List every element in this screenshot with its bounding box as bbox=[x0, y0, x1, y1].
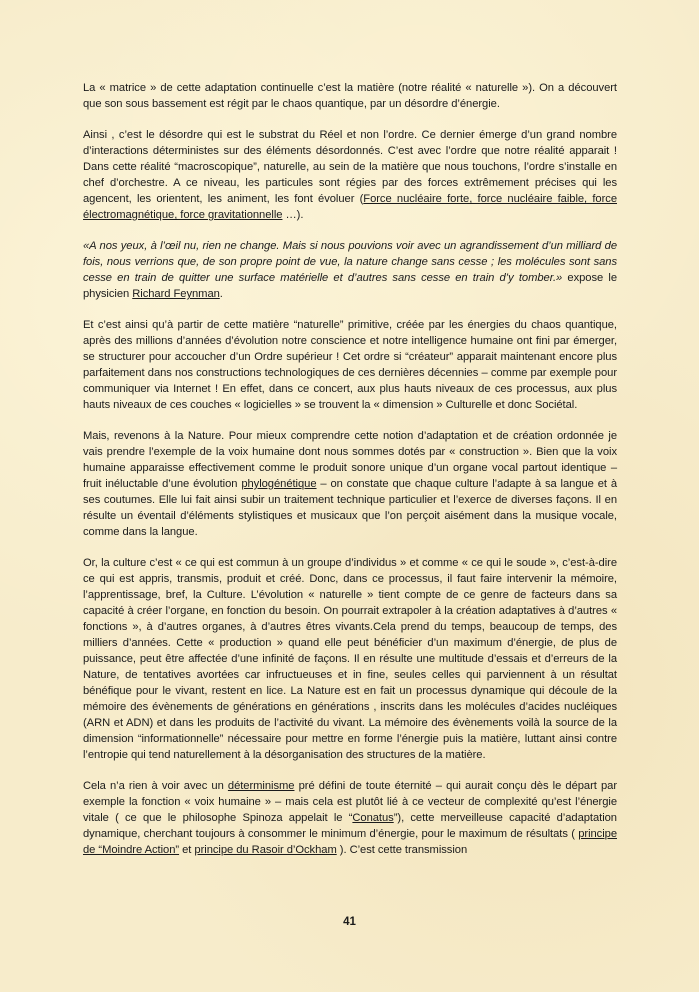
page-body bbox=[83, 80, 617, 873]
paragraph-text: Cela n’a rien à voir avec un bbox=[83, 780, 228, 792]
paragraph-ordre-superieur bbox=[83, 317, 617, 413]
paragraph-determinisme bbox=[83, 778, 617, 858]
paragraph-text: La « matrice » de cette adaptation continuelle c’est la matière (notre réalité « naturelle »). On a découvert que son sous bassement est régit par le chaos quantique, par un désordre d’énergie. bbox=[83, 82, 617, 110]
paragraph-text: Or, la culture c’est « ce qui est commun à un groupe d’individus » et comme « ce qui le soude », c’est-à-dire ce qui est appris, transmis, produit et créé. Donc, dans ce processus, il faut faire intervenir la mémoire, l’apprentissage, bref, la Culture. L’évolution « naturelle » tient compte de ce genre de facteurs dans sa capacité à créer l’organe, en fonction du besoin. On pourrait extrapoler à la création adaptatives à d’autres « fonctions », à d’autres organes, à d’autres êtres vivants.Cela prend du temps, beaucoup de temps, des milliers d’années. Cette « production » quand elle peut bénéficier d’un maximum d’énergie, de plus de puissance, peut être affectée d’une infinité de façons. Il en résulte une multitude d’essais et d’erreurs de la Nature, de tentatives avortées car infructueuses et in fine, seules celles qui parviennent à un résultat bénéfique pour le vivant, restent en lice. La Nature est en fait un processus dynamique qui découle de la mémoire des évènements de générations en générations , inscrits dans les molécules d’acides nucléiques (ARN et ADN) et dans les produits de l’activité du vivant. La mémoire des évènements voilà la source de la dimension “informationnelle” nécessaire pour mettre en forme l’énergie puis la matière, luttant ainsi contre l’entropie qui tend naturellement à la désorganisation des structures de la matière. bbox=[83, 557, 617, 761]
link-determinisme[interactable]: déterminisme bbox=[227, 780, 295, 792]
link-rasoir-ockham[interactable]: principe du Rasoir d’Ockham bbox=[194, 844, 337, 856]
paragraph-text: – on constate que chaque culture l’adapte à sa langue et à ses coutumes. Elle lui fait ainsi subir un traitement technique particulier et l’exerce de diverses façons. Il en résulte un éventail d’éléments stylistiques et musicaux que l’on perçoit aisément dans la musique vocale, comme dans la langue. bbox=[83, 478, 617, 538]
link-richard-feynman[interactable]: Richard Feynman bbox=[132, 288, 220, 300]
paragraph-text: pré défini de toute éternité – qui aurait conçu dès le départ par exemple la fonction « voix humaine » – mais cela est plutôt lié à ce vecteur de complexité qu’est l’énergie vitale ( ce que le philosophe Spinoza appelait le “ bbox=[83, 780, 617, 824]
paragraph-text: et bbox=[179, 844, 195, 856]
link-phylogenetique[interactable]: phylogénétique bbox=[241, 478, 317, 490]
paragraph-text: ). C’est cette transmission bbox=[336, 844, 468, 856]
quote-text: «A nos yeux, à l’œil nu, rien ne change. Mais si nous pouvions voir avec un agrandissement d’un milliard de fois, nous verrions que, de son propre point de vue, la nature change sans cesse ; les molécules sont sans cesse en train de quitter une surface matérielle et d’autres sans cesse en train d’y tomber.» bbox=[83, 240, 617, 284]
paragraph-text: ”), cette merveilleuse capacité d’adaptation dynamique, cherchant toujours à consommer le minimum d’énergie, pour le maximum de résultats ( bbox=[83, 812, 617, 840]
paragraph-culture bbox=[83, 555, 617, 763]
paragraph-text: . bbox=[219, 288, 223, 300]
paragraph-text: Et c’est ainsi qu’à partir de cette matière “naturelle” primitive, créée par les énergies du chaos quantique, après des millions d’années d’évolution notre conscience et notre intelligence humaine ont fini par émerger, se structurer pour accoucher d’un Ordre supérieur ! Cet ordre si “créateur” apparait maintenant encore plus parfaitement dans nos constructions technologiques de ces dernières décennies – comme par exemple pour communiquer via Internet ! En effet, dans ce concert, aux plus hauts niveaux de ces processus, aux plus hauts niveaux de ces couches « logicielles » se trouvent la « dimension » Culturelle et donc Sociétal. bbox=[83, 319, 617, 411]
page-number: 41 bbox=[343, 916, 356, 928]
paragraph-text: Mais, revenons à la Nature. Pour mieux comprendre cette notion d’adaptation et de création ordonnée je vais prendre l’exemple de la voix humaine dont nous sommes dotés par « construction ». Bien que la voix humaine apparaisse effectivement comme le produit sonore unique d’un organe vocal partout identique – fruit inéluctable d’une évolution bbox=[83, 430, 617, 490]
link-conatus[interactable]: Conatus bbox=[352, 812, 394, 824]
link-forces-fondamentales[interactable]: Force nucléaire forte, force nucléaire faible, force électromagnétique, force gravitationnelle bbox=[83, 193, 617, 221]
paragraph-desordre bbox=[83, 127, 617, 223]
link-moindre-action[interactable]: principe de “Moindre Action” bbox=[83, 828, 617, 856]
paragraph-text: Ainsi , c’est le désordre qui est le substrat du Réel et non l’ordre. Ce dernier émerge d’un grand nombre d’interactions déterministes sur des éléments désordonnés. C’est avec l’ordre que notre réalité apparait ! Dans cette réalité “macroscopique”, naturelle, au sein de la matière que nous touchons, l’ordre s’installe en chef d’orchestre. A ce niveau, les particules sont régies par des forces extrêmement précises qui les agencent, les orientent, les animent, les font évoluer ( bbox=[83, 129, 617, 205]
paragraph-voix-humaine bbox=[83, 428, 617, 540]
paragraph-feynman-quote bbox=[83, 238, 617, 302]
paragraph-text: …). bbox=[282, 209, 304, 221]
paragraph-text: expose le physicien bbox=[83, 272, 617, 300]
paragraph-matrice bbox=[83, 80, 617, 112]
